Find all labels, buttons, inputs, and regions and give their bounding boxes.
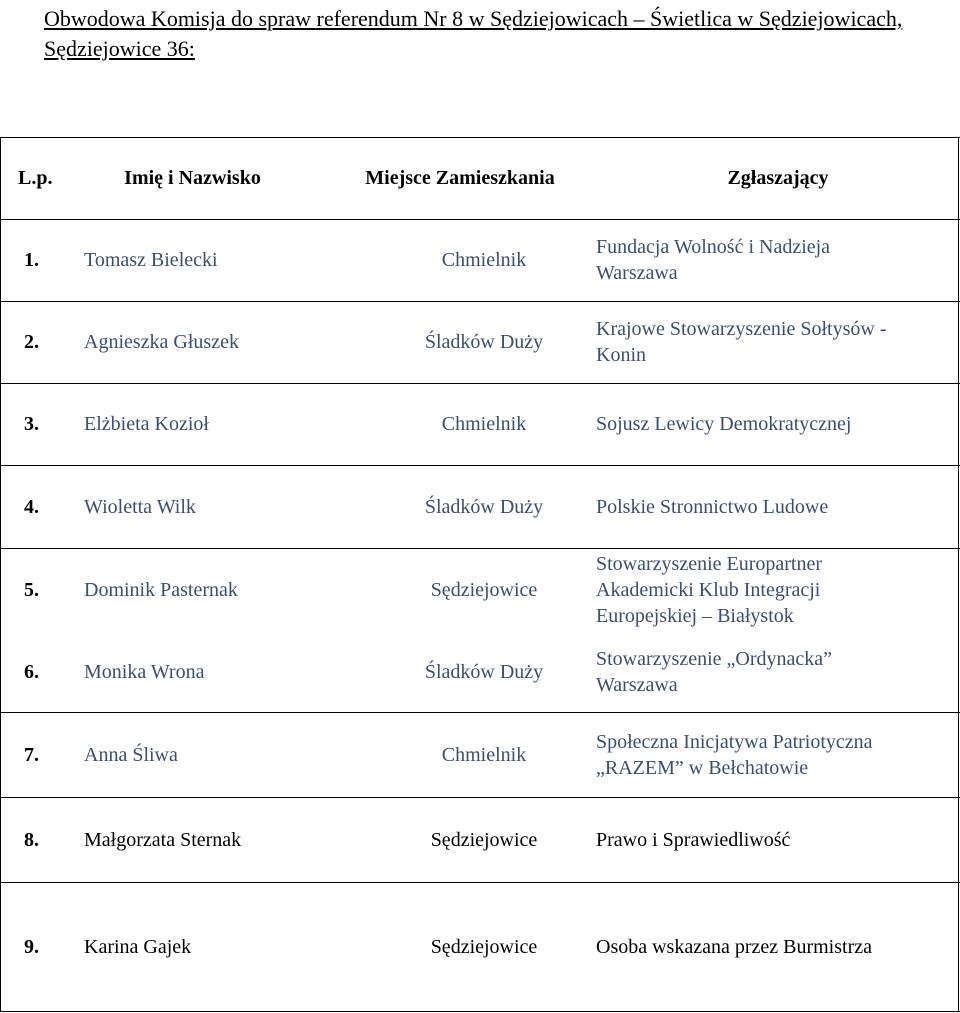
row-place: Sędziejowice <box>430 828 538 851</box>
org-line: Polskie Stronnictwo Ludowe <box>596 495 829 518</box>
row-lp: 3. <box>24 413 39 435</box>
table-header <box>0 137 960 219</box>
org-line: Krajowe Stowarzyszenie Sołtysów - <box>596 318 887 340</box>
row-lp: 9. <box>24 935 39 958</box>
row-org <box>596 465 956 548</box>
row-name: Monika Wrona <box>84 661 205 683</box>
row-org <box>596 383 956 465</box>
row-place: Chmielnik <box>441 743 527 766</box>
row-lp: 7. <box>24 743 39 766</box>
org-line: Sojusz Lewicy Demokratycznej <box>596 413 852 435</box>
header-org: Zgłaszający <box>727 167 829 189</box>
table-row <box>0 548 960 632</box>
row-org <box>596 797 956 882</box>
row-lp: 4. <box>24 495 39 518</box>
org-line: Akademicki Klub Integracji <box>596 579 821 601</box>
row-place: Sędziejowice <box>430 579 538 601</box>
org-line: Warszawa <box>596 674 678 696</box>
row-org <box>596 882 956 1011</box>
document-title: Obwodowa Komisja do spraw referendum Nr 8 w Sędziejowicach – Świetlica w Sędziejowicach, Sędziejowice 36: <box>44 6 903 61</box>
org-line: Stowarzyszenie Europartner <box>596 553 823 575</box>
row-place: Chmielnik <box>441 413 527 435</box>
org-line: „RAZEM” w Bełchatowie <box>596 756 809 779</box>
header-name: Imię i Nazwisko <box>124 167 261 189</box>
row-place: Chmielnik <box>441 249 527 271</box>
row-lp: 2. <box>24 331 39 353</box>
table-row <box>0 301 960 383</box>
row-org <box>596 712 956 797</box>
row-name: Elżbieta Kozioł <box>84 413 209 435</box>
header-place: Miejsce Zamieszkania <box>365 167 555 189</box>
row-org <box>596 219 956 301</box>
row-place: Sędziejowice <box>430 935 538 958</box>
table-row <box>0 219 960 301</box>
table-row <box>0 882 960 1011</box>
row-name: Karina Gajek <box>84 935 192 958</box>
row-org <box>596 301 956 383</box>
org-line: Społeczna Inicjatywa Patriotyczna <box>596 730 873 753</box>
row-org <box>596 632 956 712</box>
org-line: Konin <box>596 344 646 366</box>
table-row <box>0 632 960 712</box>
org-line: Osoba wskazana przez Burmistrza <box>596 935 872 958</box>
header-lp: L.p. <box>18 167 53 189</box>
row-org <box>596 548 956 632</box>
table-row <box>0 797 960 882</box>
row-place: Śladków Duży <box>424 495 544 518</box>
org-line: Stowarzyszenie „Ordynacka” <box>596 648 832 670</box>
table-row <box>0 383 960 465</box>
org-line: Prawo i Sprawiedliwość <box>596 828 791 851</box>
row-name: Wioletta Wilk <box>84 495 196 518</box>
table-row <box>0 465 960 548</box>
row-lp: 1. <box>24 249 39 271</box>
row-name: Dominik Pasternak <box>84 579 238 601</box>
row-name: Agnieszka Głuszek <box>84 331 239 353</box>
row-name: Anna Śliwa <box>84 743 178 766</box>
row-name: Tomasz Bielecki <box>84 249 218 271</box>
row-lp: 5. <box>24 579 39 601</box>
org-line: Warszawa <box>596 262 678 284</box>
row-place: Śladków Duży <box>424 331 544 353</box>
row-lp: 8. <box>24 828 39 851</box>
row-place: Śladków Duży <box>424 661 544 683</box>
row-name: Małgorzata Sternak <box>84 828 242 851</box>
table-row <box>0 712 960 797</box>
org-line: Fundacja Wolność i Nadzieja <box>596 236 831 258</box>
org-line: Europejskiej – Białystok <box>596 605 794 627</box>
row-lp: 6. <box>24 661 39 683</box>
